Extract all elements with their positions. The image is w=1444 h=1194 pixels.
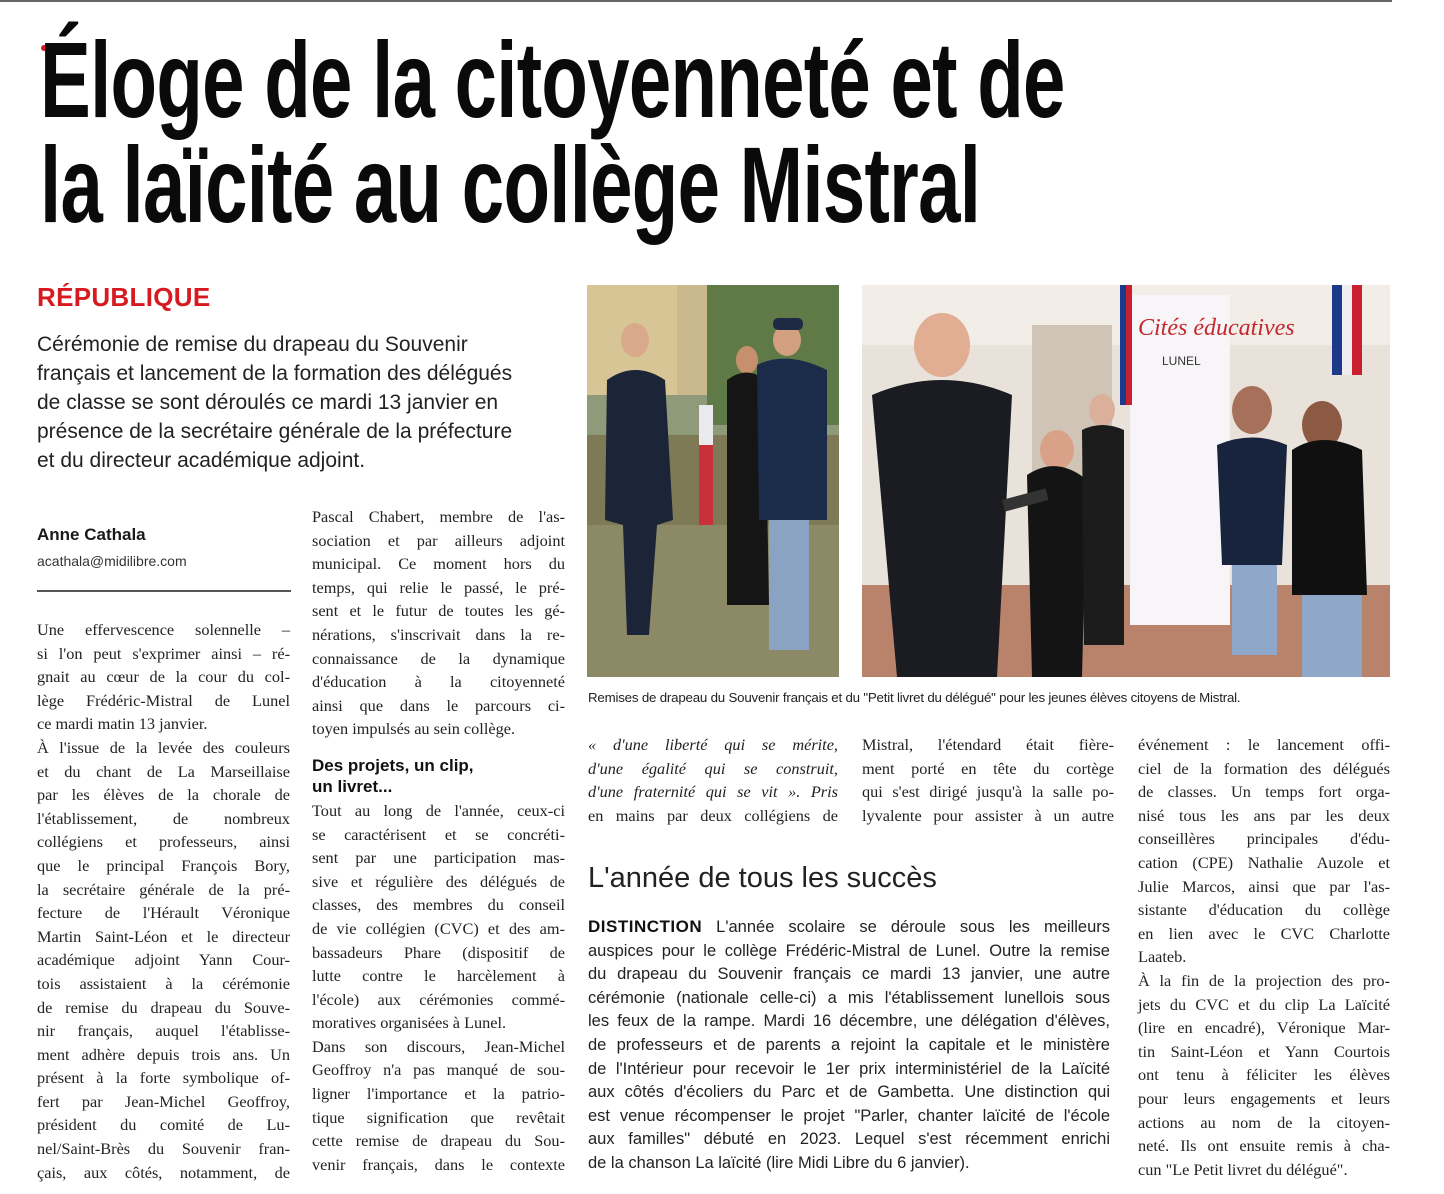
photo-flag-ceremony (587, 285, 839, 677)
body-line: Mistral, l'étendard était fière- (862, 735, 1114, 754)
body-line: Tout au long de l'année, ceux-ci (312, 800, 565, 820)
headline-line-2: la laïcité au collège Mistral (40, 124, 981, 245)
body-line: ment adhère depuis trois ans. Un (37, 1044, 290, 1064)
body-line: lège Frédéric-Mistral de Lunel (37, 690, 290, 710)
body-line: Pascal Chabert, membre de l'as- (312, 507, 565, 526)
body-line: Dans son discours, Jean-Michel (312, 1036, 565, 1056)
photo-booklet-ceremony (862, 285, 1390, 677)
body-line: actions au nom de la citoyen- (1138, 1112, 1390, 1132)
byline-rule (37, 590, 291, 592)
body-line: municipal. Ce moment hors du (312, 554, 565, 574)
body-line: Geoffroy n'a pas manqué de sou- (312, 1060, 565, 1080)
body-line: collégiens et professeurs, ainsi (37, 832, 290, 852)
box-line: est venue récompenser le projet "Parler, chanter laïcité de l'école (588, 1106, 1110, 1125)
box-line: auspices pour le collège Frédéric-Mistral de Lunel. Outre la remise (588, 941, 1110, 960)
body-line: l'établissement, de nombreux (37, 808, 290, 828)
body-line: Une effervescence solennelle – (37, 620, 290, 639)
body-line: À l'issue de la levée des couleurs (37, 737, 290, 757)
column-2-part-a (312, 505, 565, 741)
body-line: venir français, dans le contexte (312, 1154, 565, 1174)
body-line: sistante d'éducation du collège (1138, 900, 1390, 920)
body-line: tois assistaient à la cérémonie (37, 973, 290, 993)
body-line: fecture de l'Hérault Véronique (37, 903, 290, 923)
body-line: temps, qui relie le passé, le pré- (312, 577, 565, 597)
body-line: lyvalente pour assister à un autre (862, 805, 1114, 825)
body-line: classes, des membres du conseil (312, 895, 565, 915)
body-line: nir français, auquel l'établisse- (37, 1021, 290, 1041)
body-line: sent et le futur de toutes les gé- (312, 601, 565, 621)
body-line: connaissance de la dynamique (312, 648, 565, 668)
body-line: lutte contre le harcèlement à (312, 966, 565, 986)
body-column-1 (37, 618, 290, 1184)
body-line: cation (CPE) Nathalie Auzole et (1138, 852, 1390, 872)
body-line: sive et régulière des délégués de (312, 871, 565, 891)
banner-brand: Cités éducatives (1138, 315, 1295, 341)
author-name: Anne Cathala (37, 525, 146, 544)
body-column-3 (588, 733, 838, 827)
subheading (312, 755, 565, 797)
box-line: de l'Intérieur pour recevoir le 1er prix interministériel de la Laïcité (588, 1059, 1110, 1078)
body-line: en mains par deux collégiens de (588, 805, 838, 825)
body-line: nérations, s'inscrivait dans la re- (312, 624, 565, 644)
body-line: fert par Jean-Michel Geoffroy, (37, 1091, 290, 1111)
column-2-part-b (312, 799, 565, 1177)
box-line: cérémonie (nationale celle-ci) a mis l'établissement lunellois sous (588, 988, 1110, 1007)
body-column-5 (1138, 733, 1390, 1181)
body-line: ciel de la formation des délégués (1138, 758, 1390, 778)
box-line: les feux de la rampe. Mardi 16 décembre, une délégation d'élèves, (588, 1012, 1110, 1031)
body-line: toyen impulsés au sein collège. (312, 719, 516, 739)
body-line: ont tenu à féliciter les élèves (1138, 1065, 1390, 1085)
body-line: qui s'est dirigé jusqu'à la salle po- (862, 782, 1114, 802)
box-label: DISTINCTION (588, 917, 703, 936)
body-line: si l'on peut s'exprimer ainsi – ré- (37, 643, 290, 663)
body-line: tin Saint-Léon et Yann Courtois (1138, 1041, 1390, 1061)
banner-city: LUNEL (1162, 354, 1201, 368)
lead-line: Cérémonie de remise du drapeau du Souvenir (37, 333, 468, 356)
body-line: nel/Saint-Brès du Souvenir fran- (37, 1139, 290, 1159)
body-line: d'éducation à la citoyenneté (312, 672, 565, 692)
box-line: du drapeau du Souvenir français ce mardi 13 janvier, une autre (588, 965, 1110, 984)
body-line: (lire en encadré), Véronique Mar- (1138, 1018, 1390, 1038)
body-line: ligner l'importance et la patrio- (312, 1084, 565, 1104)
lead-line: de classe se sont déroulés ce mardi 13 janvier en (37, 391, 499, 414)
box-line: de professeurs et de parents a rejoint la capitale et le ministère (588, 1035, 1110, 1054)
body-line: de vie collégien (CVC) et des am- (312, 918, 565, 938)
body-line: l'école) aux cérémonies commé- (312, 989, 565, 1009)
body-line: cun "Le Petit livret du délégué". (1138, 1159, 1348, 1179)
body-line: en lien avec le CVC Charlotte (1138, 923, 1390, 943)
body-line: la secrétaire générale de la pré- (37, 879, 290, 899)
body-line: par les élèves de la chorale de (37, 785, 290, 805)
body-line: Julie Marcos, ainsi que par l'as- (1138, 876, 1390, 896)
body-line: et du chant de La Marseillaise (37, 761, 290, 781)
body-line: bassadeurs Phare (dispositif de (312, 942, 565, 962)
body-line: « d'une liberté qui se mérite, (588, 735, 838, 754)
box-line: aux familles" débuté en 2023. Lequel s'est récemment enrichi (588, 1130, 1110, 1149)
box-line (588, 915, 1110, 940)
body-line: d'une égalité qui se construit, (588, 758, 838, 778)
subheading-line: Des projets, un clip, (312, 755, 474, 775)
body-line: pour leurs engagements et leurs (1138, 1088, 1390, 1108)
box-body (588, 915, 1110, 1176)
lead-paragraph (37, 330, 567, 475)
body-line: d'une fraternité qui se vit ». Pris (588, 782, 838, 802)
author-email[interactable]: acathala@midilibre.com (37, 553, 187, 569)
photo-booklet-ceremony-image (862, 285, 1390, 677)
lead-line: et du directeur académique adjoint. (37, 449, 366, 472)
body-line: événement : le lancement offi- (1138, 735, 1390, 754)
body-line: sent par une participation mas- (312, 848, 565, 868)
box-line: de la chanson La laïcité (lire Midi Libre du 6 janvier). (588, 1153, 970, 1172)
box-title: L'année de tous les succès (588, 862, 937, 894)
lead-line: français et lancement de la formation des délégués (37, 362, 513, 385)
body-line: académique adjoint Yann Cour- (37, 950, 290, 970)
photo-flag-ceremony-image (587, 285, 839, 677)
box-line: aux côtés d'écoliers du Parc et de Gambetta. Une distinction qui (588, 1083, 1110, 1102)
body-line: président du comité de Lu- (37, 1115, 290, 1135)
body-line: ment porté en tête du cortège (862, 758, 1114, 778)
photo-caption: Remises de drapeau du Souvenir français et du "Petit livret du délégué" pour les jeunes élèves citoyens de Mistral. (588, 690, 1241, 705)
section-kicker: RÉPUBLIQUE (37, 282, 211, 312)
body-line: conseillères principales d'édu- (1138, 829, 1390, 849)
body-line: çais, aux côtés, notamment, de (37, 1162, 290, 1182)
subheading-line: un livret... (312, 776, 393, 796)
body-line: jets du CVC et du clip La Laïcité (1138, 994, 1390, 1014)
body-line: À la fin de la projection des pro- (1138, 970, 1390, 990)
body-line: tique signification que revêtait (312, 1107, 565, 1127)
body-line: Martin Saint-Léon et le directeur (37, 926, 290, 946)
body-line: se caractérisent et se concréti- (312, 824, 565, 844)
body-line: cette remise de drapeau du Sou- (312, 1131, 565, 1151)
lead-line: présence de la secrétaire générale de la préfecture (37, 420, 513, 443)
body-line: que le principal François Bory, (37, 855, 290, 875)
body-line: sociation et par ailleurs adjoint (312, 530, 565, 550)
body-line: de remise du drapeau du Souve- (37, 997, 290, 1017)
body-line: neté. Ils ont ensuite remis à cha- (1138, 1136, 1390, 1156)
body-line: présent à la forte symbolique of- (37, 1068, 290, 1088)
body-line: de classes. Un temps fort orga- (1138, 782, 1390, 802)
top-rule (0, 0, 1392, 2)
body-line: ainsi que dans le parcours ci- (312, 695, 565, 715)
body-column-2 (312, 505, 565, 1176)
headline-line-1: Éloge de la citoyenneté et de (40, 19, 1065, 140)
body-column-4 (862, 733, 1114, 827)
body-line: moratives organisées à Lunel. (312, 1013, 507, 1033)
body-line: ce mardi matin 13 janvier. (37, 714, 208, 734)
box-line-text: L'année scolaire se déroule sous les meilleurs (702, 918, 1110, 936)
body-line: gnait au cœur de la cour du col- (37, 667, 290, 687)
body-line: Laateb. (1138, 947, 1187, 967)
body-line: nisé tous les ans par les deux (1138, 805, 1390, 825)
